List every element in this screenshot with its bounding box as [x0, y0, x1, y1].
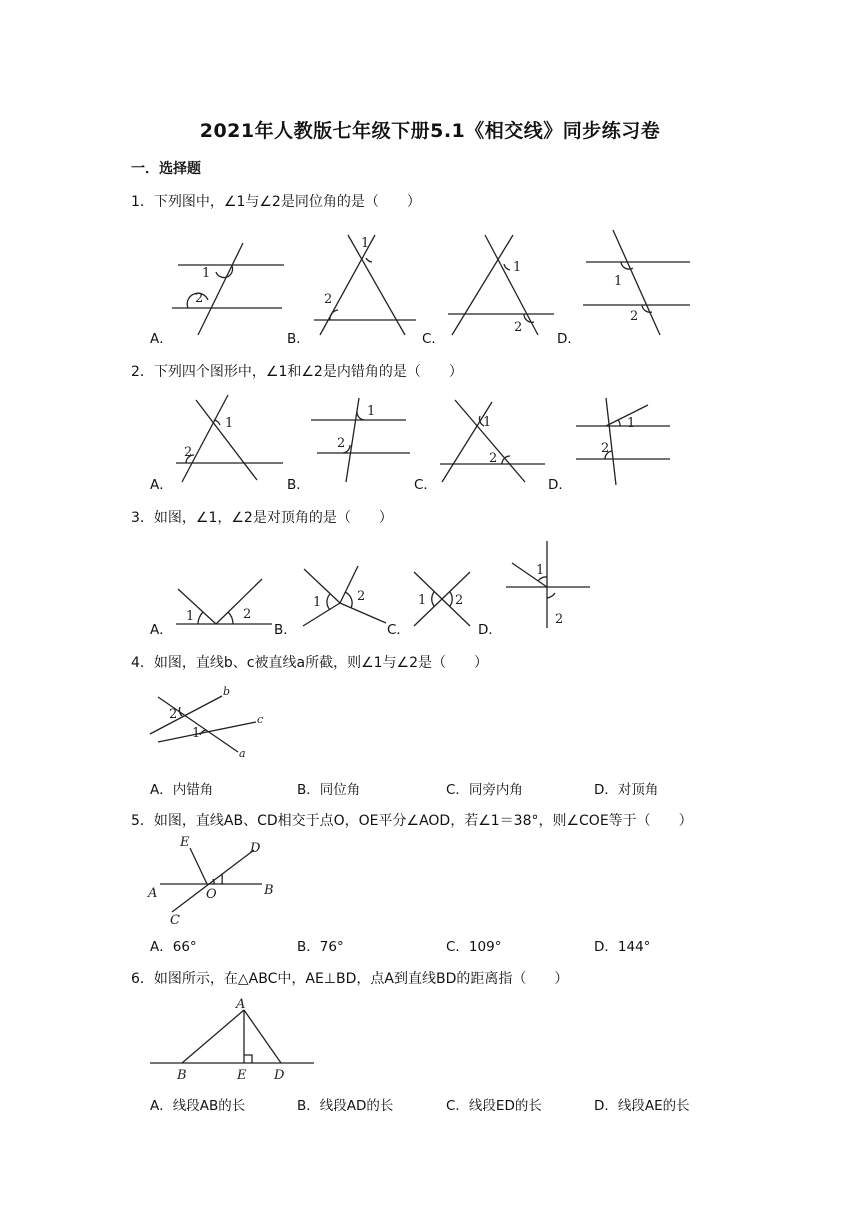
- q1d-angle-1: 1: [614, 274, 623, 289]
- q1-option-d: D．: [557, 331, 581, 347]
- q3a-angle-1: 1: [186, 609, 195, 624]
- q1a-angle-2: 2: [195, 291, 204, 306]
- q6-option-d: D．线段AE的长: [594, 1098, 690, 1114]
- question-3-text: 3．如图，∠1，∠2是对顶角的是（ ）: [131, 510, 393, 526]
- q2-option-d: D．: [548, 477, 572, 493]
- question-1-text: 1．下列图中，∠1与∠2是同位角的是（ ）: [131, 194, 421, 210]
- q4-line-c: c: [257, 713, 264, 726]
- q2b-angle-1: 1: [367, 404, 376, 419]
- q6-option-a: A．线段AB的长: [150, 1098, 246, 1114]
- q3-option-a: A．: [150, 622, 173, 638]
- q1c-angle-1: 1: [513, 260, 522, 275]
- q6-option-c: C．线段ED的长: [446, 1098, 542, 1114]
- q4-option-d: D．对顶角: [594, 782, 659, 798]
- q1d-angle-2: 2: [630, 309, 639, 324]
- page-title: 2021年人教版七年级下册5.1《相交线》同步练习卷: [199, 120, 661, 142]
- q6-point-b: B: [177, 1068, 187, 1083]
- q1-option-b: B．: [287, 331, 310, 347]
- q2-option-c: C．: [414, 477, 437, 493]
- q5-option-c: C．109°: [446, 939, 502, 955]
- q2a-angle-1: 1: [225, 416, 234, 431]
- q3-option-d: D．: [478, 622, 502, 638]
- q3a-angle-2: 2: [243, 607, 252, 622]
- q5-option-a: A．66°: [150, 939, 197, 955]
- q2d-angle-2: 2: [601, 441, 610, 456]
- q2c-angle-2: 2: [489, 451, 498, 466]
- q4-angle-2: 2: [169, 707, 178, 722]
- q6-point-e: E: [237, 1068, 247, 1083]
- q4-option-a: A．内错角: [150, 782, 214, 798]
- q3-option-c: C．: [387, 622, 410, 638]
- q3d-angle-2: 2: [555, 612, 564, 627]
- q6-point-a: A: [236, 997, 246, 1012]
- q4-option-c: C．同旁内角: [446, 782, 523, 798]
- q5-option-b: B．76°: [297, 939, 344, 955]
- q2-option-b: B．: [287, 477, 310, 493]
- q5-point-e: E: [180, 835, 190, 850]
- q1c-angle-2: 2: [514, 320, 523, 335]
- q1-option-a: A．: [150, 331, 173, 347]
- q4-line-b: b: [223, 685, 231, 698]
- question-2-text: 2．下列四个图形中，∠1和∠2是内错角的是（ ）: [131, 364, 463, 380]
- q3b-angle-1: 1: [313, 595, 322, 610]
- q3c-angle-2: 2: [455, 593, 464, 608]
- q2-option-a: A．: [150, 477, 173, 493]
- q1a-angle-1: 1: [202, 266, 211, 281]
- q2d-angle-1: 1: [627, 416, 636, 431]
- q6-option-b: B．线段AD的长: [297, 1098, 394, 1114]
- q1b-angle-1: 1: [361, 236, 370, 251]
- question-5-text: 5．如图，直线AB、CD相交于点O，OE平分∠AOD，若∠1＝38°，则∠COE等于（ ）: [131, 813, 693, 829]
- q1b-angle-2: 2: [324, 292, 333, 307]
- q2a-angle-2: 2: [184, 445, 193, 460]
- section-heading: 一．选择题: [131, 161, 201, 177]
- q5-point-d: D: [250, 841, 261, 856]
- q4-option-b: B．同位角: [297, 782, 361, 798]
- q5-point-o: O: [206, 887, 217, 902]
- q3b-angle-2: 2: [357, 589, 366, 604]
- q5-point-b: B: [264, 883, 274, 898]
- q5-point-c: C: [170, 913, 180, 928]
- q3-option-b: B．: [274, 622, 297, 638]
- q5-angle-1: 1: [218, 873, 227, 888]
- q5-option-d: D．144°: [594, 939, 651, 955]
- q3c-angle-1: 1: [418, 593, 427, 608]
- question-4-text: 4．如图，直线b、c被直线a所截，则∠1与∠2是（ ）: [131, 655, 488, 671]
- q2c-angle-1: 1: [483, 415, 492, 430]
- q3d-angle-1: 1: [536, 563, 545, 578]
- q1-option-c: C．: [422, 331, 445, 347]
- q4-line-a: a: [239, 747, 246, 760]
- q5-point-a: A: [148, 886, 158, 901]
- q4-angle-1: 1: [192, 726, 201, 741]
- question-6-text: 6．如图所示，在△ABC中，AE⊥BD，点A到直线BD的距离指（ ）: [131, 971, 569, 987]
- q6-point-d: D: [274, 1068, 285, 1083]
- q2b-angle-2: 2: [337, 436, 346, 451]
